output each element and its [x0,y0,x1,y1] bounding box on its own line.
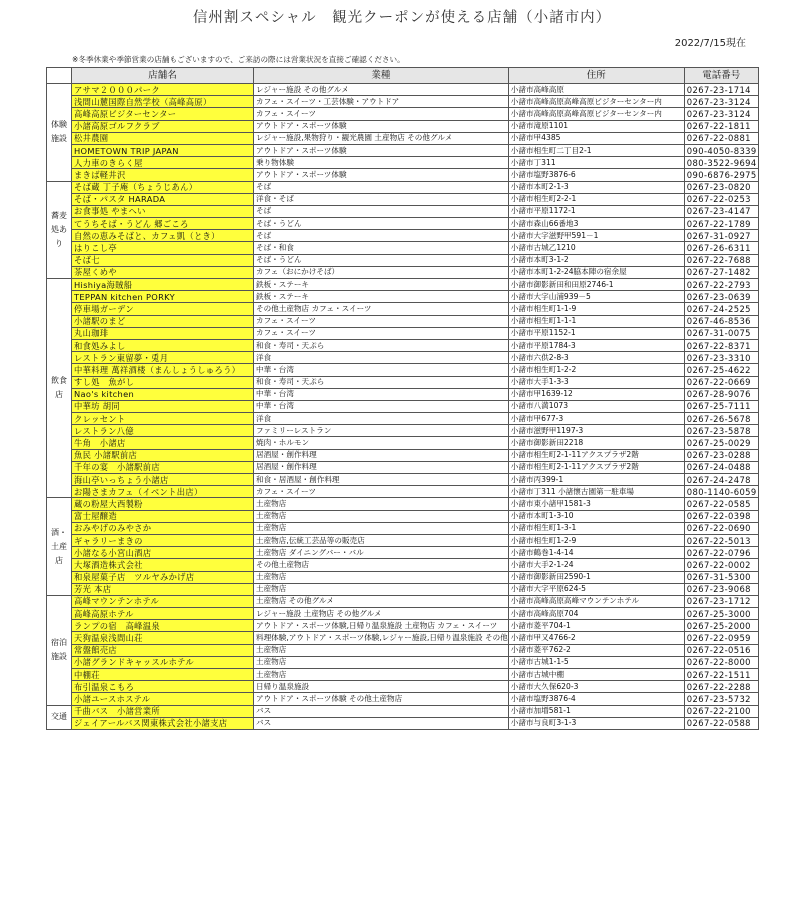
address-cell: 小諸市平原1172-1 [508,205,684,217]
address-cell: 小諸市高峰高原高峰高原ビジターセンター内 [508,108,684,120]
business-type-cell: 洋食・そば [254,193,509,205]
table-row [47,632,759,644]
table-row [47,559,759,571]
store-table [46,67,759,730]
table-row [47,193,759,205]
business-type-cell: 土産物店 [254,583,509,595]
shop-name-cell: 常盤館売店 [72,644,254,656]
table-row [47,522,759,534]
shop-name-cell: 芳光 本店 [72,583,254,595]
shop-name-cell: TEPPAN kitchen PORKY [72,291,254,303]
shop-name-cell: アサマ２０００パーク [72,84,254,96]
business-type-cell: アウトドア・スポーツ体験 その他土産物店 [254,693,509,705]
shop-name-cell: 丸山珈琲 [72,327,254,339]
phone-cell: 0267-23-1714 [684,84,758,96]
table-row [47,157,759,169]
table-row [47,169,759,181]
business-type-cell: カフェ（おにかけそば） [254,266,509,278]
shop-name-cell: 小諸高原ゴルフクラブ [72,120,254,132]
phone-cell: 0267-31-0927 [684,230,758,242]
address-cell: 小諸市森山66番地3 [508,218,684,230]
table-row [47,595,759,607]
shop-name-cell: 高峰マウンテンホテル [72,595,254,607]
phone-cell: 0267-22-0585 [684,498,758,510]
phone-cell: 0267-22-0002 [684,559,758,571]
address-cell: 小諸市古城中棚 [508,669,684,681]
phone-cell: 0267-28-9076 [684,388,758,400]
table-row [47,474,759,486]
shop-name-cell: 蔵の粉屋大西製粉 [72,498,254,510]
phone-cell: 0267-22-2288 [684,681,758,693]
address-cell: 小諸市丙399-1 [508,474,684,486]
address-cell: 小諸市相生町2-2-1 [508,193,684,205]
phone-cell: 0267-24-0488 [684,461,758,473]
notice-text: ※冬季休業や季節営業の店舗もございますので、ご来訪の際には営業状況を直接ご確認ください。 [72,55,405,64]
phone-cell: 0267-23-3124 [684,108,758,120]
shop-name-cell: おみやげのみやさか [72,522,254,534]
shop-name-cell: はりこし亭 [72,242,254,254]
business-type-cell: 和食・居酒屋・創作料理 [254,474,509,486]
address-cell: 小諸市大手2-1-24 [508,559,684,571]
phone-cell: 0267-22-0588 [684,717,758,729]
shop-name-cell: 和泉屋菓子店 ツルヤみかげ店 [72,571,254,583]
header-phone: 電話番号 [684,68,758,84]
shop-name-cell: 富士屋醸造 [72,510,254,522]
table-row [47,352,759,364]
address-cell: 小諸市菱平762-2 [508,644,684,656]
table-header-row [47,68,759,84]
business-type-cell: 中華・台湾 [254,388,509,400]
table-row [47,291,759,303]
address-cell: 小諸市菱平704-1 [508,620,684,632]
table-row [47,218,759,230]
business-type-cell: その他土産物店 [254,559,509,571]
phone-cell: 080-3522-9694 [684,157,758,169]
address-cell: 小諸市平原1784-3 [508,339,684,351]
address-cell: 小諸市相生町1-2-2 [508,364,684,376]
phone-cell: 0267-31-0075 [684,327,758,339]
table-body [47,84,759,730]
address-cell: 小諸市与良町3-1-3 [508,717,684,729]
business-type-cell: レジャー施設 土産物店 その他グルメ [254,608,509,620]
phone-cell: 0267-25-4622 [684,364,758,376]
address-cell: 小諸市相生町1-2-9 [508,534,684,546]
address-cell: 小諸市大字滋野甲591－1 [508,230,684,242]
page-title: 信州割スペシャル 観光クーポンが使える店舗（小諸市内） [192,10,612,26]
business-type-cell: 土産物店 [254,498,509,510]
phone-cell: 090-4050-8339 [684,144,758,156]
phone-cell: 0267-25-7111 [684,400,758,412]
address-cell: 小諸市甲又4766-2 [508,632,684,644]
business-type-cell: アウトドア・スポーツ体験,日帰り温泉施設 土産物店 カフェ・スイーツ [254,620,509,632]
address-cell: 小諸市相生町2-1-11アクスプラザ2階 [508,461,684,473]
phone-cell: 0267-22-1789 [684,218,758,230]
shop-name-cell: レストラン東留夢・兎月 [72,352,254,364]
business-type-cell: 土産物店 ダイニングバー・バル [254,547,509,559]
business-type-cell: 和食・寿司・天ぷら [254,339,509,351]
business-type-cell: 和食・寿司・天ぷら [254,376,509,388]
shop-name-cell: ジェイアールバス関東株式会社小諸支店 [72,717,254,729]
header-corner [47,68,72,84]
shop-name-cell: ランプの宿 高峰温泉 [72,620,254,632]
business-type-cell: バス [254,705,509,717]
business-type-cell: レジャー施設,果物狩り・観光農園 土産物店 その他グルメ [254,132,509,144]
shop-name-cell: ギャラリーまきの [72,534,254,546]
table-row [47,437,759,449]
shop-name-cell: そば七 [72,254,254,266]
shop-name-cell: 海山亭いっちょう小諸店 [72,474,254,486]
category-cell: 交通 [47,705,72,729]
business-type-cell: カフェ・スイーツ・工芸体験・アウトドア [254,96,509,108]
business-type-cell: カフェ・スイーツ [254,108,509,120]
table-row [47,547,759,559]
phone-cell: 0267-26-5678 [684,413,758,425]
phone-cell: 0267-22-8000 [684,656,758,668]
table-row [47,132,759,144]
shop-name-cell: すし処 魚がし [72,376,254,388]
shop-name-cell: 自然の恵みそばと、カフェ凱（とき） [72,230,254,242]
address-cell: 小諸市八満1073 [508,400,684,412]
business-type-cell: カフェ・スイーツ [254,315,509,327]
table-row [47,364,759,376]
table-row [47,339,759,351]
business-type-cell: アウトドア・スポーツ体験 [254,120,509,132]
table-row [47,242,759,254]
as-of-date: 2022/7/15現在 [674,38,746,49]
business-type-cell: そば [254,230,509,242]
header-business-type: 業種 [254,68,509,84]
business-type-cell: 中華・台湾 [254,364,509,376]
phone-cell: 0267-23-0639 [684,291,758,303]
business-type-cell: そば・うどん [254,218,509,230]
business-type-cell: 土産物店,伝統工芸品等の販売店 [254,534,509,546]
phone-cell: 0267-23-0288 [684,449,758,461]
shop-name-cell: 牛角 小諸店 [72,437,254,449]
phone-cell: 0267-22-0516 [684,644,758,656]
phone-cell: 0267-24-2478 [684,474,758,486]
table-row [47,608,759,620]
shop-name-cell: 松井農園 [72,132,254,144]
shop-name-cell: 天狗温泉浅間山荘 [72,632,254,644]
shop-name-cell: 高峰高原ビジターセンター [72,108,254,120]
table-row [47,681,759,693]
business-type-cell: 洋食 [254,352,509,364]
business-type-cell: 鉄板・ステーキ [254,279,509,291]
category-cell: 酒・土産店 [47,498,72,596]
table-row [47,693,759,705]
business-type-cell: その他土産物店 カフェ・スイーツ [254,303,509,315]
address-cell: 小諸市古城1-1-5 [508,656,684,668]
business-type-cell: 日帰り温泉施設 [254,681,509,693]
address-cell: 小諸市甲4385 [508,132,684,144]
address-cell: 小諸市御影新田2218 [508,437,684,449]
business-type-cell: 乗り物体験 [254,157,509,169]
shop-name-cell: クレッセント [72,413,254,425]
phone-cell: 0267-23-9068 [684,583,758,595]
table-row [47,656,759,668]
shop-name-cell: てうちそば・うどん 郷ごころ [72,218,254,230]
address-cell: 小諸市相生町1-3-1 [508,522,684,534]
shop-name-cell: レストラン八億 [72,425,254,437]
table-row [47,205,759,217]
address-cell: 小諸市本町1-2-24脇本陣の宿余屋 [508,266,684,278]
address-cell: 小諸市高峰高原704 [508,608,684,620]
shop-name-cell: 高峰高原ホテル [72,608,254,620]
address-cell: 小諸市大手1-3-3 [508,376,684,388]
phone-cell: 090-6876-2975 [684,169,758,181]
address-cell: 小諸市相生町2-1-11アクスプラザ2階 [508,449,684,461]
table-row [47,315,759,327]
shop-name-cell: 停車場ガーデン [72,303,254,315]
address-cell: 小諸市東小諸甲1581-3 [508,498,684,510]
business-type-cell: そば [254,205,509,217]
phone-cell: 0267-27-1482 [684,266,758,278]
address-cell: 小諸市丁311 [508,157,684,169]
business-type-cell: 鉄板・ステーキ [254,291,509,303]
address-cell: 小諸市高峰高原高峰高原ビジターセンター内 [508,96,684,108]
category-cell: 蕎麦処あり [47,181,72,279]
business-type-cell: 土産物店 [254,571,509,583]
table-row [47,400,759,412]
business-type-cell: そば [254,181,509,193]
address-cell: 小諸市塩野3876-6 [508,169,684,181]
phone-cell: 0267-22-7688 [684,254,758,266]
address-cell: 小諸市甲1639-12 [508,388,684,400]
address-cell: 小諸市塩野3876-4 [508,693,684,705]
table-row [47,266,759,278]
phone-cell: 0267-22-1511 [684,669,758,681]
table-row [47,498,759,510]
phone-cell: 0267-22-8371 [684,339,758,351]
phone-cell: 0267-23-5732 [684,693,758,705]
address-cell: 小諸市鶴巻1-4-14 [508,547,684,559]
address-cell: 小諸市御影新田和田原2746-1 [508,279,684,291]
shop-name-cell: Nao's kitchen [72,388,254,400]
business-type-cell: 土産物店 [254,656,509,668]
header-shop-name: 店舗名 [72,68,254,84]
shop-name-cell: 中華料理 萬祥酒楼（まんしょうしゅろう） [72,364,254,376]
table-row [47,571,759,583]
table-row [47,413,759,425]
phone-cell: 0267-22-5013 [684,534,758,546]
address-cell: 小諸市本町2-1-3 [508,181,684,193]
address-cell: 小諸市平原1152-1 [508,327,684,339]
phone-cell: 080-1140-6059 [684,486,758,498]
shop-name-cell: Hishiya海賊船 [72,279,254,291]
address-cell: 小諸市滝原1101 [508,120,684,132]
table-row [47,644,759,656]
phone-cell: 0267-23-5878 [684,425,758,437]
shop-name-cell: 千曲バス 小諸営業所 [72,705,254,717]
phone-cell: 0267-25-2000 [684,620,758,632]
business-type-cell: 土産物店 [254,669,509,681]
address-cell: 小諸市大久保620-3 [508,681,684,693]
address-cell: 小諸市甲677-3 [508,413,684,425]
address-cell: 小諸市相生町二丁目2-1 [508,144,684,156]
business-type-cell: カフェ・スイーツ [254,486,509,498]
phone-cell: 0267-23-0820 [684,181,758,193]
business-type-cell: 居酒屋・創作料理 [254,449,509,461]
shop-name-cell: 小諸駅のまど [72,315,254,327]
business-type-cell: そば・うどん [254,254,509,266]
table-row [47,461,759,473]
business-type-cell: 土産物店 [254,522,509,534]
address-cell: 小諸市高峰高原高峰マウンテンホテル [508,595,684,607]
phone-cell: 0267-22-0959 [684,632,758,644]
table-row [47,120,759,132]
business-type-cell: 土産物店 [254,510,509,522]
table-row [47,510,759,522]
phone-cell: 0267-23-4147 [684,205,758,217]
table-row [47,327,759,339]
address-cell: 小諸市相生町1-1-1 [508,315,684,327]
shop-name-cell: 中華坊 胡同 [72,400,254,412]
shop-name-cell: 小諸なる小宮山酒店 [72,547,254,559]
address-cell: 小諸市滋野甲1197-3 [508,425,684,437]
table-row [47,534,759,546]
phone-cell: 0267-23-1712 [684,595,758,607]
address-cell: 小諸市本町3-1-2 [508,254,684,266]
business-type-cell: レジャー施設 その他グルメ [254,84,509,96]
shop-name-cell: 小諸ユースホステル [72,693,254,705]
business-type-cell: アウトドア・スポーツ体験 [254,169,509,181]
address-cell: 小諸市相生町1-1-9 [508,303,684,315]
phone-cell: 0267-22-2793 [684,279,758,291]
business-type-cell: 料理体験,アウトドア・スポーツ体験,レジャー施設,日帰り温泉施設 その他 [254,632,509,644]
business-type-cell: アウトドア・スポーツ体験 [254,144,509,156]
shop-name-cell: 布引温泉こもろ [72,681,254,693]
table-row [47,717,759,729]
business-type-cell: 焼肉・ホルモン [254,437,509,449]
address-cell: 小諸市古城乙1210 [508,242,684,254]
shop-name-cell: そば・パスタ HARADA [72,193,254,205]
phone-cell: 0267-31-5300 [684,571,758,583]
phone-cell: 0267-24-2525 [684,303,758,315]
business-type-cell: そば・和食 [254,242,509,254]
phone-cell: 0267-23-3124 [684,96,758,108]
shop-name-cell: 人力車のきらく屋 [72,157,254,169]
business-type-cell: 土産物店 その他グルメ [254,595,509,607]
business-type-cell: 居酒屋・創作料理 [254,461,509,473]
address-cell: 小諸市本町1-3-10 [508,510,684,522]
address-cell: 小諸市丁311 小諸懐古園第一駐車場 [508,486,684,498]
shop-name-cell: 和食処みよし [72,339,254,351]
address-cell: 小諸市大字山浦939－5 [508,291,684,303]
shop-name-cell: 浅間山麓国際自然学校（高峰高原） [72,96,254,108]
phone-cell: 0267-25-3000 [684,608,758,620]
address-cell: 小諸市御影新田2590-1 [508,571,684,583]
business-type-cell: 中華・台湾 [254,400,509,412]
table-row [47,620,759,632]
table-row [47,84,759,96]
phone-cell: 0267-22-0881 [684,132,758,144]
shop-name-cell: 小諸グランドキャッスルホテル [72,656,254,668]
shop-name-cell: 大塚酒造株式会社 [72,559,254,571]
phone-cell: 0267-22-0796 [684,547,758,559]
business-type-cell: カフェ・スイーツ [254,327,509,339]
phone-cell: 0267-22-0669 [684,376,758,388]
shop-name-cell: 千年の宴 小諸駅前店 [72,461,254,473]
table-row [47,669,759,681]
table-row [47,376,759,388]
address-cell: 小諸市六供2-8-3 [508,352,684,364]
shop-name-cell: お陽さまカフェ（イベント出店） [72,486,254,498]
phone-cell: 0267-26-6311 [684,242,758,254]
shop-name-cell: そば蔵 丁子庵（ちょうじあん） [72,181,254,193]
table-row [47,705,759,717]
phone-cell: 0267-23-3310 [684,352,758,364]
business-type-cell: バス [254,717,509,729]
header-address: 住所 [508,68,684,84]
table-row [47,144,759,156]
table-row [47,388,759,400]
table-row [47,279,759,291]
phone-cell: 0267-22-2100 [684,705,758,717]
table-row [47,303,759,315]
business-type-cell: 土産物店 [254,644,509,656]
table-row [47,181,759,193]
phone-cell: 0267-25-0029 [684,437,758,449]
category-cell: 体験施設 [47,84,72,182]
table-row [47,486,759,498]
table-row [47,96,759,108]
shop-name-cell: 魚民 小諸駅前店 [72,449,254,461]
table-row [47,425,759,437]
shop-name-cell: 中棚荘 [72,669,254,681]
phone-cell: 0267-46-8536 [684,315,758,327]
shop-name-cell: お食事処 やまへい [72,205,254,217]
address-cell: 小諸市高峰高原 [508,84,684,96]
phone-cell: 0267-22-0253 [684,193,758,205]
business-type-cell: 洋食 [254,413,509,425]
shop-name-cell: 茶屋くめや [72,266,254,278]
phone-cell: 0267-22-0398 [684,510,758,522]
phone-cell: 0267-22-1811 [684,120,758,132]
table-row [47,583,759,595]
category-cell: 宿泊施設 [47,595,72,705]
address-cell: 小諸市大字平原624-5 [508,583,684,595]
category-cell: 飲食店 [47,279,72,498]
address-cell: 小諸市加増581-1 [508,705,684,717]
phone-cell: 0267-22-0690 [684,522,758,534]
shop-name-cell: まきば軽井沢 [72,169,254,181]
table-row [47,449,759,461]
table-row [47,108,759,120]
business-type-cell: ファミリーレストラン [254,425,509,437]
shop-name-cell: HOMETOWN TRIP JAPAN [72,144,254,156]
table-row [47,254,759,266]
table-row [47,230,759,242]
